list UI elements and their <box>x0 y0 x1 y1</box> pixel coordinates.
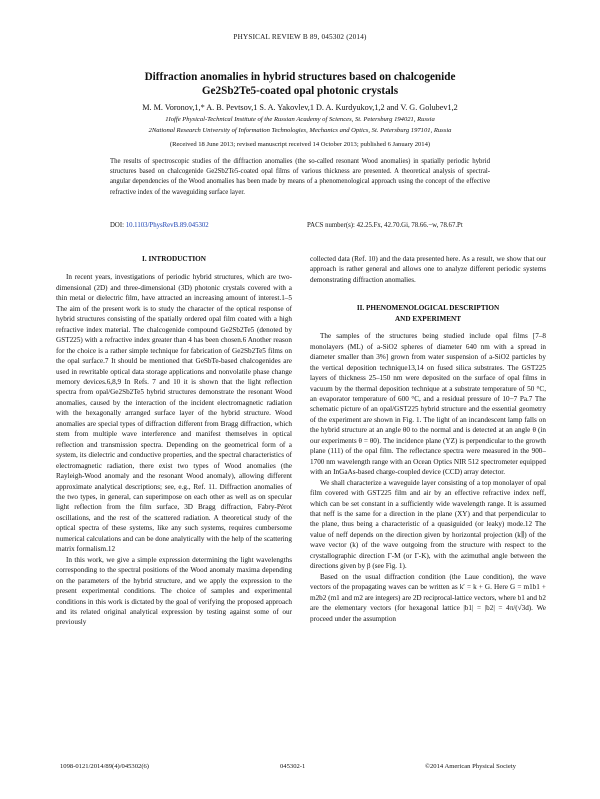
footer-issn: 1098-0121/2014/89(4)/045302(6) <box>60 763 150 770</box>
pacs-numbers: PACS number(s): 42.25.Fx, 42.70.Gi, 78.66.−w, 78.67.Pt <box>307 222 463 229</box>
section-heading-phenomenological-2: AND EXPERIMENT <box>394 314 462 323</box>
doi-link[interactable]: 10.1103/PhysRevB.89.045302 <box>125 222 209 229</box>
abstract: The results of spectroscopic studies of the diffraction anomalies (the so-called resonant Wood anomalies) in spatially periodic hybrid structures based on chalcogenide Ge2Sb2Te5-coated opal films of various thickness are presented. A theoretical analysis of spectral-angular dependencies of the Wood anomalies has been made by means of a phenomenological approach using the concept of the effective refractive index of the waveguiding surface layer. <box>110 158 490 196</box>
affiliation-2: 2National Research University of Information Technologies, Mechanics and Optics, St. Petersburg 197101, Russia <box>148 127 452 134</box>
doi-label: DOI: <box>110 222 124 229</box>
journal-header: PHYSICAL REVIEW B 89, 045302 (2014) <box>233 33 367 41</box>
title-line-2: Ge2Sb2Te5-coated opal photonic crystals <box>201 85 399 97</box>
right-column <box>310 254 546 624</box>
intro-paragraph-continued: collected data (Ref. 10) and the data presented here. As a result, we show that our approach is rather general and allows one to analyze different periodic systems demonstrating diffraction anomalies. <box>310 255 546 284</box>
footer-copyright: ©2014 American Physical Society <box>425 763 516 770</box>
footer-page-number: 045302-1 <box>280 763 306 770</box>
doi-line <box>110 222 209 229</box>
left-column <box>56 254 292 628</box>
intro-paragraph-1: In recent years, investigations of periodic hybrid structures, which are two-dimensional (2D) and three-dimensional (3D) photonic crystals covered with a thin metal or dielectric film, have attracted an increasing amount of interest.1–5 The aim of the present work is to study the character of the optical response of hybrid structures consisting of the spatially ordered opal film coated with a high refractive index material. The chalcogenide compound Ge2Sb2Te5 (denoted by GST225) with a refractive index greater than 4 has been chosen.6 Another reason for the choice is a rather simple technique for fabrication of Ge2Sb2Te5 films on the opal surface.7 It should be mentioned that GeSbTe-based chalcogenides are used in rewritable optical data storage applications and nonvolatile phase change memory devices.6,8,9 In Refs. 7 and 10 it is shown that the light reflection spectra from opal/Ge2Sb2Te5 hybrid structures demonstrate the resonant Wood anomalies, caused by the interaction of the incident electromagnetic radiation with the hexagonally arranged surface layer of the hybrid structure. Wood anomalies are special types of diffraction different from Bragg diffraction, which stem from multiple wave interference and manifest themselves in optical reflection and transmission spectra. Depending on the geometrical form of a system, its dielectric and conductive properties, and the spectral characteristics of electromagnetic radiation, there exist two types of Wood anomalies (the Rayleigh-Wood anomaly and the resonant Wood anomaly), allowing different approximate analytical descriptions; see, e.g., Ref. 11. Diffraction anomalies of the two types, in general, can superimpose on each other as well as on specular light reflection from the film surface, 3D Bragg diffraction, Fabry-Pérot oscillations, and the rest of the scattered radiation. A theoretical study of the optical spectra of these systems, like any such systems, requires cumbersome numerical calculations and can be done analytically with the help of the scattering matrix formalism.12 <box>56 273 292 554</box>
pheno-paragraph-1: The samples of the structures being studied include opal films [7–8 monolayers (ML) of a-SiO2 spheres of diameter 640 nm with a spread in diameter smaller than 3%] grown from water suspension of a-SiO2 particles by the vertical deposition technique13,14 on fused silica substrates. The GST225 layers of thickness 25–150 nm were deposited on the surface of opal films in vacuum by the thermal deposition technique at a substrate temperature of 50 °C, an evaporator temperature of 600 °C, and a residual pressure of 10−7 Pa.7 The schematic picture of an opal/GST225 hybrid structure and the essential geometry of the experiment are shown in Fig. 1. The light of an incandescent lamp falls on the hybrid structure at an angle θ0 to the normal and is detected at an angle θ (in our experiments θ = θ0). The incidence plane (YZ) is perpendicular to the growth plane (111) of the opal film. The reflectance spectra were measured in the 900–1700 nm wavelength range with an Ocean Optics NIR 512 spectrometer equipped with an InGaAs-based charge-coupled device (CCD) array detector. <box>310 332 546 477</box>
section-heading-phenomenological-1: II. PHENOMENOLOGICAL DESCRIPTION <box>356 304 500 313</box>
pheno-paragraph-2: We shall characterize a waveguide layer consisting of a top monolayer of opal film covered with GST225 film and air by an effective refractive index neff, which can be set constant in a sufficiently wide wavelength range. It is assumed that neff is the same for a direction in the plane (XY) and that perpendicular to the plane, thus being a characteristic of a quasiguided (or leaky) mode.12 The value of neff depends on the direction given by horizontal projection (k∥) of the wave vector (k) of the wave outgoing from the structure with respect to the crystallographic direction Γ-M (or Γ-K), with the azimuthal angle between the directions given by β (see Fig. 1). <box>310 478 546 571</box>
title-line-1: Diffraction anomalies in hybrid structures based on chalcogenide <box>144 71 456 83</box>
affiliation-1: 1Ioffe Physical-Technical Institute of the Russian Academy of Sciences, St. Petersburg 194021, Russia <box>165 116 435 123</box>
received-dates: (Received 18 June 2013; revised manuscript received 14 October 2013; published 6 January 2014) <box>169 141 431 148</box>
article-title <box>60 70 540 98</box>
author-list: M. M. Voronov,1,* A. B. Pevtsov,1 S. A. Yakovlev,1 D. A. Kurdyukov,1,2 and V. G. Golubev1,2 <box>142 103 458 112</box>
section-heading-introduction: I. INTRODUCTION <box>142 255 206 263</box>
intro-paragraph-2: In this work, we give a simple expression determining the light wavelengths corresponding to the spectral positions of the Wood anomaly maxima depending on the parameters of the hybrid structure, and we apply the expression to the present experimental conditions. The choice of samples and experimental conditions in this work is dictated by the goal of verifying the proposed approach and its related original analytical expression by testing against some of our previously <box>56 555 292 627</box>
pheno-paragraph-3: Based on the usual diffraction condition (the Laue condition), the wave vectors of the propagating waves can be written as k′ = k + G. Here G = m1b1 + m2b2 (m1 and m2 are integers) are 2D reciprocal-lattice vectors, where b1 and b2 are the elementary vectors (for hexagonal lattice |b1| = |b2| = 4π/(√3d). We proceed under the assumption <box>310 572 546 623</box>
